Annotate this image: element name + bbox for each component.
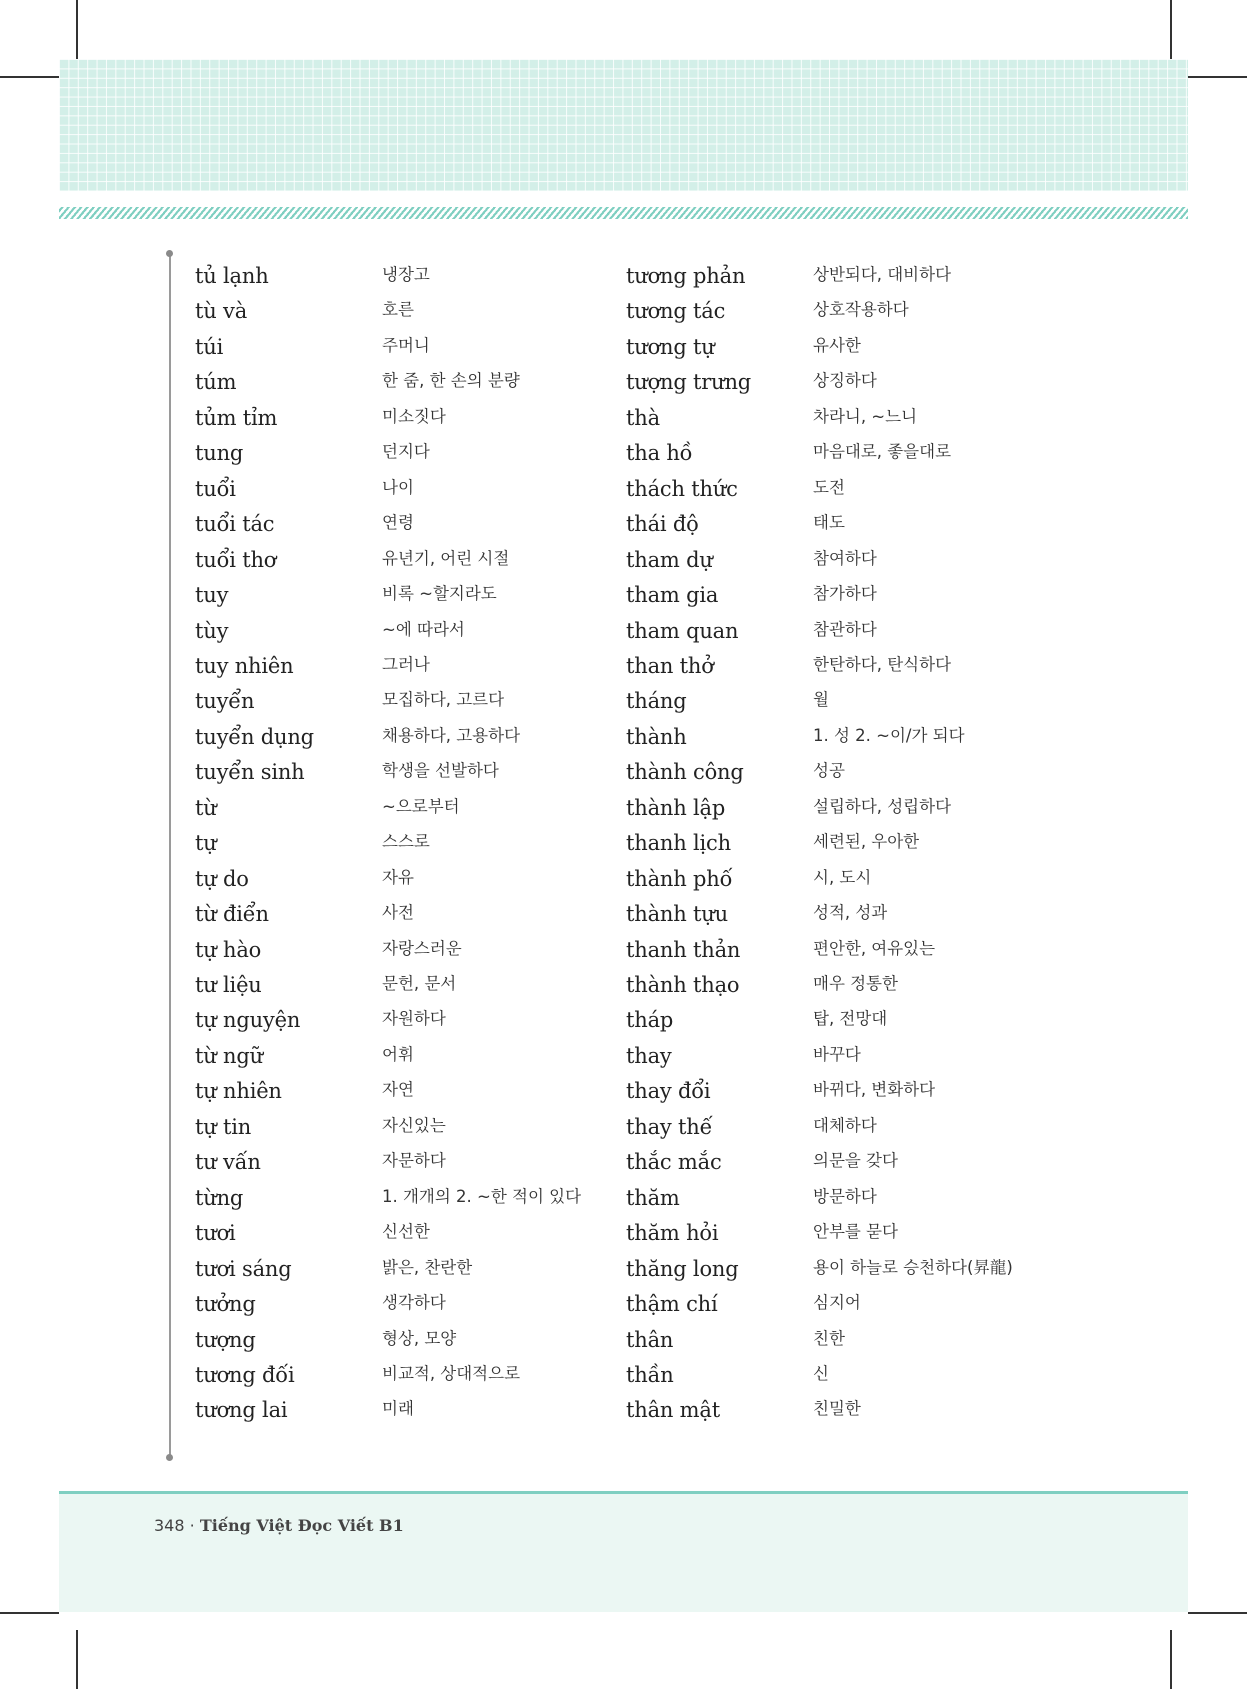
- glossary-meaning: 자신있는: [382, 1115, 446, 1135]
- glossary-term: thân mật: [626, 1398, 720, 1423]
- glossary-term: tuổi thơ: [195, 547, 277, 572]
- glossary-term: tuổi tác: [195, 512, 275, 537]
- margin-rule: [169, 253, 171, 1458]
- glossary-meaning: 세련된, 우아한: [813, 832, 920, 852]
- glossary-meaning: 상징하다: [813, 371, 877, 391]
- glossary-meaning: 참관하다: [813, 619, 877, 639]
- glossary-term: tự hào: [195, 937, 262, 962]
- crop-mark: [1170, 0, 1172, 59]
- glossary-term: tủ lạnh: [195, 264, 269, 288]
- glossary-meaning: 1. 개개의 2. ~한 적이 있다: [382, 1186, 582, 1206]
- glossary-term: tuổi: [195, 476, 236, 501]
- glossary-term: tư liệu: [195, 973, 262, 997]
- glossary-term: thậm chí: [626, 1292, 718, 1317]
- glossary-meaning: 용이 하늘로 승천하다(昇龍): [813, 1257, 1013, 1277]
- glossary-term: thành công: [626, 760, 744, 785]
- glossary-term: tượng trưng: [626, 370, 752, 395]
- glossary-term: tham gia: [626, 583, 719, 608]
- glossary-term: túm: [195, 370, 237, 395]
- page-number: 348: [154, 1516, 185, 1535]
- glossary-meaning: 성공: [813, 761, 845, 781]
- glossary-term: tha hồ: [626, 441, 693, 466]
- glossary-meaning: 신선한: [382, 1222, 430, 1242]
- glossary-term: tưởng: [195, 1292, 256, 1317]
- glossary-term: thắc mắc: [626, 1150, 722, 1175]
- glossary-term: tương tác: [626, 299, 726, 324]
- glossary-meaning: 의문을 갖다: [813, 1151, 898, 1171]
- glossary-term: tùy: [195, 618, 229, 643]
- glossary-meaning: 설립하다, 성립하다: [813, 796, 952, 816]
- glossary-meaning: 친한: [813, 1328, 845, 1348]
- glossary-term: tham dự: [626, 547, 713, 572]
- glossary-term: từ điển: [195, 902, 269, 927]
- glossary-term: thà: [626, 405, 660, 430]
- glossary-term: tuy: [195, 583, 229, 608]
- glossary-term: tự tin: [195, 1114, 252, 1139]
- glossary-meaning: ~으로부터: [382, 796, 460, 816]
- glossary-term: thách thức: [626, 476, 738, 501]
- glossary-meaning: 상반되다, 대비하다: [813, 265, 952, 284]
- glossary-meaning: 유년기, 어린 시절: [382, 548, 510, 568]
- glossary-meaning: ~에 따라서: [382, 619, 465, 639]
- glossary-meaning: 자랑스러운: [382, 938, 462, 958]
- glossary-meaning: 주머니: [382, 335, 430, 355]
- header-hatch-stripe: [59, 207, 1188, 219]
- margin-rule-top-dot: [166, 250, 173, 257]
- glossary-term: thành tựu: [626, 902, 728, 927]
- glossary-meaning: 친밀한: [813, 1399, 861, 1419]
- glossary-term: từng: [195, 1185, 244, 1210]
- glossary-term: tung: [195, 441, 244, 466]
- footer: [154, 1516, 404, 1535]
- glossary-term: tự nhiên: [195, 1079, 282, 1104]
- glossary-meaning: 그러나: [382, 654, 430, 674]
- glossary-meaning: 비록 ~할지라도: [382, 584, 497, 604]
- glossary-meaning: 자연: [382, 1080, 414, 1100]
- glossary-term: tươi sáng: [195, 1256, 292, 1281]
- glossary-meaning: 심지어: [813, 1293, 861, 1313]
- crop-mark: [1188, 76, 1247, 78]
- crop-mark: [1170, 1630, 1172, 1689]
- glossary-meaning: 상호작용하다: [813, 300, 909, 320]
- glossary-term: tuyển: [195, 689, 255, 714]
- glossary-term: tù và: [195, 299, 248, 324]
- glossary-meaning: 미래: [382, 1399, 414, 1419]
- glossary-term: thăng long: [626, 1256, 739, 1281]
- glossary-meaning: 어휘: [382, 1044, 414, 1064]
- glossary-meaning: 채용하다, 고용하다: [382, 725, 521, 745]
- glossary-term: từ: [195, 795, 217, 820]
- glossary-meaning: 자유: [382, 867, 414, 887]
- glossary-meaning: 호른: [382, 300, 414, 320]
- glossary-term: thành phố: [626, 866, 733, 891]
- glossary-meaning: 성적, 성과: [813, 903, 888, 923]
- glossary-meaning: 유사한: [813, 335, 861, 355]
- glossary-meaning: 자문하다: [382, 1151, 446, 1171]
- glossary-term: thay thế: [626, 1114, 713, 1139]
- glossary-meaning: 학생을 선발하다: [382, 761, 499, 781]
- glossary-meaning: 냉장고: [382, 265, 430, 284]
- glossary-term: túi: [195, 334, 224, 359]
- glossary-meaning: 문헌, 문서: [382, 974, 457, 993]
- glossary-term: tháp: [626, 1008, 674, 1033]
- glossary-term: thay đổi: [626, 1079, 711, 1104]
- glossary-meaning: 방문하다: [813, 1186, 877, 1206]
- glossary-meaning: 대체하다: [813, 1115, 877, 1135]
- glossary-term: thanh thản: [626, 937, 741, 962]
- crop-mark: [76, 1630, 78, 1689]
- crop-mark: [76, 0, 78, 59]
- glossary-meaning: 미소짓다: [382, 406, 446, 426]
- glossary-meaning: 한 줌, 한 손의 분량: [382, 371, 520, 391]
- glossary-term: than thở: [626, 653, 714, 678]
- glossary-term: tuyển dụng: [195, 724, 314, 749]
- glossary-meaning: 1. 성 2. ~이/가 되다: [813, 725, 965, 745]
- crop-mark: [1188, 1612, 1247, 1614]
- glossary-term: tươi: [195, 1221, 236, 1246]
- glossary-term: tủm tỉm: [195, 405, 278, 430]
- crop-mark: [0, 1612, 59, 1614]
- glossary-term: tương phản: [626, 264, 746, 288]
- glossary-meaning: 탑, 전망대: [813, 1009, 888, 1029]
- glossary-meaning: 월: [813, 690, 829, 710]
- glossary-meaning: 신: [813, 1363, 829, 1383]
- glossary-term: thần: [626, 1362, 674, 1387]
- glossary-meaning: 도전: [813, 477, 845, 497]
- glossary-meaning: 매우 정통한: [813, 974, 898, 993]
- glossary-term: thăm hỏi: [626, 1221, 719, 1246]
- glossary-term: tuyển sinh: [195, 760, 305, 785]
- glossary-meaning: 모집하다, 고르다: [382, 690, 505, 710]
- glossary-term: tư vấn: [195, 1150, 261, 1175]
- glossary-meaning: 형상, 모양: [382, 1328, 457, 1348]
- glossary-meaning: 태도: [813, 513, 845, 533]
- glossary-meaning: 마음대로, 좋을대로: [813, 442, 952, 462]
- glossary-meaning: 나이: [382, 477, 414, 497]
- glossary-meaning: 사전: [382, 903, 414, 923]
- footer-band: [59, 1494, 1188, 1612]
- glossary-meaning: 자원하다: [382, 1009, 446, 1029]
- glossary-meaning: 스스로: [382, 832, 430, 852]
- glossary-term: thăm: [626, 1185, 680, 1210]
- glossary-term: tự do: [195, 866, 249, 891]
- glossary-meaning: 편안한, 여유있는: [813, 938, 936, 958]
- glossary-term: từ ngữ: [195, 1043, 263, 1068]
- glossary-term: thành: [626, 724, 687, 749]
- header-grid-band: [59, 59, 1188, 191]
- glossary-term: tự nguyện: [195, 1008, 301, 1033]
- glossary-meaning: 밝은, 찬란한: [382, 1257, 473, 1277]
- crop-mark: [0, 76, 59, 78]
- glossary-meaning: 생각하다: [382, 1293, 446, 1313]
- glossary-meaning: 바꾸다: [813, 1044, 861, 1064]
- glossary-term: thay: [626, 1043, 672, 1068]
- glossary-meaning: 비교적, 상대적으로: [382, 1363, 521, 1383]
- book-title: Tiếng Việt Đọc Viết B1: [199, 1516, 404, 1535]
- glossary-term: tự: [195, 831, 217, 856]
- glossary-term: tương lai: [195, 1398, 288, 1423]
- glossary-term: thanh lịch: [626, 831, 731, 856]
- glossary-meaning: 시, 도시: [813, 867, 872, 887]
- glossary-term: tuy nhiên: [195, 653, 294, 678]
- glossary-meaning: 바뀌다, 변화하다: [813, 1080, 936, 1100]
- glossary-term: thân: [626, 1327, 674, 1352]
- glossary-term: tượng: [195, 1327, 256, 1352]
- glossary-term: tháng: [626, 689, 687, 714]
- footer-separator: ·: [189, 1516, 195, 1535]
- margin-rule-bottom-dot: [166, 1454, 173, 1461]
- glossary-term: tham quan: [626, 618, 739, 643]
- glossary-term: thành lập: [626, 795, 726, 820]
- glossary-term: tương tự: [626, 334, 715, 359]
- glossary-term: thành thạo: [626, 973, 740, 997]
- glossary-meaning: 던지다: [382, 442, 430, 462]
- glossary-meaning: 안부를 묻다: [813, 1222, 898, 1242]
- glossary-term: tương đối: [195, 1362, 295, 1387]
- glossary-term: thái độ: [626, 512, 699, 537]
- glossary-meaning: 참여하다: [813, 548, 877, 568]
- glossary-meaning: 참가하다: [813, 584, 877, 604]
- glossary-meaning: 한탄하다, 탄식하다: [813, 654, 952, 674]
- glossary-meaning: 차라니, ~느니: [813, 406, 918, 426]
- glossary-meaning: 연령: [382, 513, 414, 533]
